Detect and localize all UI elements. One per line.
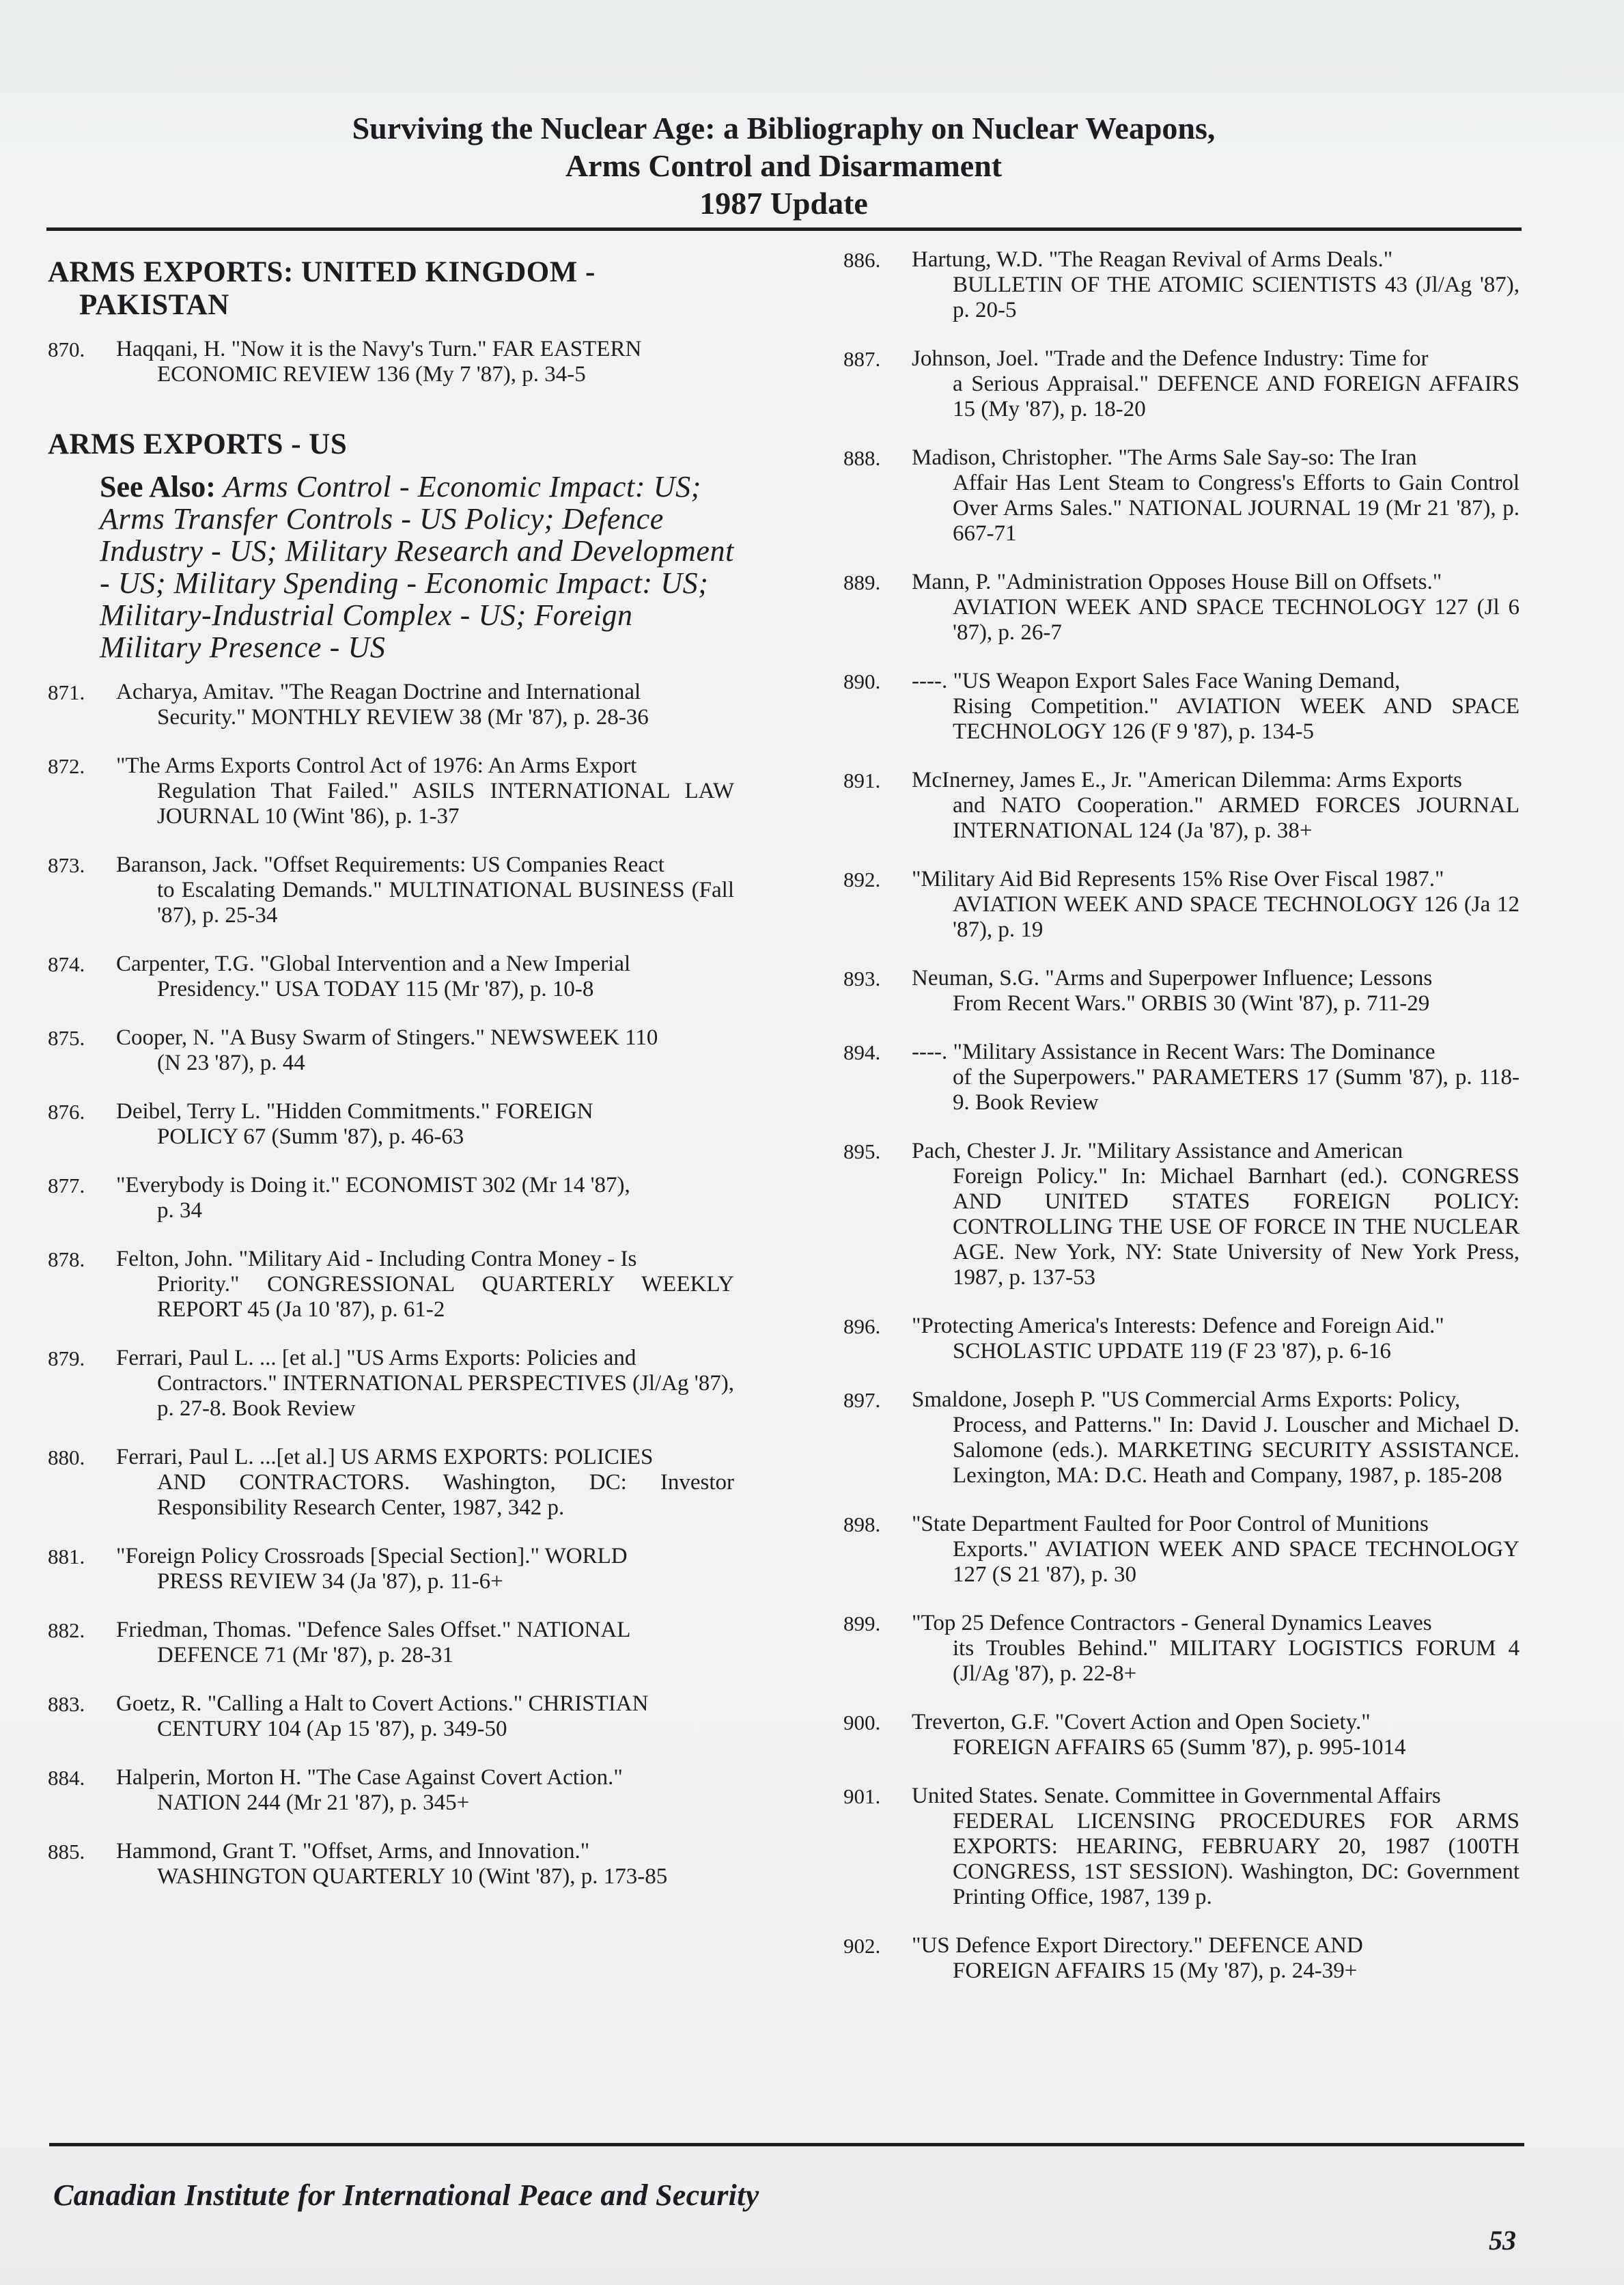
entry-number: 886. — [843, 248, 881, 272]
entry-first-line: United States. Senate. Committee in Governmental Affairs — [912, 1784, 1441, 1808]
entry-number: 874. — [48, 952, 85, 976]
bib-entry — [48, 337, 734, 387]
section-heading-line: ARMS EXPORTS: UNITED KINGDOM - — [48, 256, 596, 288]
entry-first-line: Madison, Christopher. "The Arms Sale Say-so: The Iran — [912, 445, 1417, 470]
entry-number: 892. — [843, 868, 881, 891]
header-rule — [46, 227, 1522, 231]
see-also-label: See Also: — [100, 470, 216, 503]
entry-first-line: Ferrari, Paul L. ... [et al.] "US Arms Exports: Policies and — [116, 1346, 636, 1370]
entry-continuation: SCHOLASTIC UPDATE 119 (F 23 '87), p. 6-16 — [953, 1339, 1391, 1363]
entry-text — [912, 1710, 1520, 1760]
entry-first-line: "Everybody is Doing it." ECONOMIST 302 (Mr 14 '87), — [116, 1173, 630, 1197]
entry-text — [912, 1139, 1520, 1290]
entry-text — [116, 1099, 734, 1150]
bib-entry — [48, 1025, 734, 1076]
entry-continuation: Security." MONTHLY REVIEW 38 (Mr '87), p. 28-36 — [157, 705, 649, 730]
entry-number: 897. — [843, 1388, 881, 1412]
entry-text — [912, 1040, 1520, 1116]
entry-continuation: NATION 244 (Mr 21 '87), p. 345+ — [157, 1790, 470, 1815]
entry-text — [912, 1512, 1520, 1588]
entry-first-line: ----. "US Weapon Export Sales Face Waning Demand, — [912, 669, 1401, 693]
entry-first-line: McInerney, James E., Jr. "American Dilemma: Arms Exports — [912, 768, 1462, 792]
entry-number: 883. — [48, 1692, 85, 1716]
entry-first-line: Neuman, S.G. "Arms and Superpower Influence; Lessons — [912, 966, 1433, 991]
header-title-line3: 1987 Update — [699, 186, 868, 221]
entry-continuation: and NATO Cooperation." ARMED FORCES JOURNAL INTERNATIONAL 124 (Ja '87), p. 38+ — [953, 793, 1520, 843]
entry-first-line: "Foreign Policy Crossroads [Special Section]." WORLD — [116, 1544, 628, 1568]
entry-text — [116, 680, 734, 730]
entry-text — [116, 1346, 734, 1422]
entry-number: 881. — [48, 1545, 85, 1568]
entry-continuation: FOREIGN AFFAIRS 65 (Summ '87), p. 995-1014 — [953, 1735, 1406, 1760]
bib-entry — [843, 346, 1520, 422]
bib-entry — [48, 1173, 734, 1223]
entry-text — [912, 247, 1520, 323]
entry-number: 872. — [48, 754, 85, 778]
entry-number: 901. — [843, 1784, 881, 1808]
entry-continuation: Contractors." INTERNATIONAL PERSPECTIVES (Jl/Ag '87), p. 27-8. Book Review — [157, 1371, 734, 1421]
entry-first-line: Smaldone, Joseph P. "US Commercial Arms Exports: Policy, — [912, 1387, 1461, 1412]
entry-first-line: Acharya, Amitav. "The Reagan Doctrine and International — [116, 680, 641, 704]
entry-text — [912, 1784, 1520, 1910]
entry-continuation: Regulation That Failed." ASILS INTERNATIONAL LAW JOURNAL 10 (Wint '86), p. 1-37 — [157, 779, 734, 829]
entry-first-line: "Top 25 Defence Contractors - General Dynamics Leaves — [912, 1611, 1432, 1635]
entry-first-line: Felton, John. "Military Aid - Including Contra Money - Is — [116, 1247, 637, 1271]
entry-continuation: Process, and Patterns." In: David J. Louscher and Michael D. Salomone (eds.). MARKETING SECURITY ASSISTANCE. Lexington, MA: D.C. Heath and Company, 1987, p. 185-208 — [953, 1413, 1520, 1488]
entry-continuation: Affair Has Lent Steam to Congress's Efforts to Gain Control Over Arms Sales." NATIONAL JOURNAL 19 (Mr 21 '87), p. 667-71 — [953, 471, 1520, 546]
entry-number: 875. — [48, 1026, 85, 1050]
entry-number: 870. — [48, 337, 85, 361]
entry-number: 873. — [48, 853, 85, 877]
header-title-line1: Surviving the Nuclear Age: a Bibliography on Nuclear Weapons, — [352, 111, 1216, 146]
entry-text — [912, 966, 1520, 1016]
entry-number: 895. — [843, 1139, 881, 1163]
entry-first-line: ----. "Military Assistance in Recent Wars: The Dominance — [912, 1040, 1436, 1064]
entry-number: 898. — [843, 1512, 881, 1536]
right-column — [843, 247, 1520, 2007]
entry-continuation: AVIATION WEEK AND SPACE TECHNOLOGY 126 (Ja 12 '87), p. 19 — [953, 892, 1520, 942]
entry-text — [912, 1314, 1520, 1364]
entry-continuation: AVIATION WEEK AND SPACE TECHNOLOGY 127 (Jl 6 '87), p. 26-7 — [953, 595, 1520, 645]
entry-number: 896. — [843, 1314, 881, 1338]
page-header — [48, 109, 1520, 222]
bib-entry — [48, 1691, 734, 1742]
bib-entry — [48, 1346, 734, 1422]
entry-number: 879. — [48, 1346, 85, 1370]
entry-text — [912, 867, 1520, 943]
bib-entry — [843, 1314, 1520, 1364]
entry-continuation: Priority." CONGRESSIONAL QUARTERLY WEEKLY REPORT 45 (Ja 10 '87), p. 61-2 — [157, 1272, 734, 1322]
bib-entry — [48, 1544, 734, 1594]
entry-text — [912, 768, 1520, 844]
bib-entry — [843, 768, 1520, 844]
entry-text — [912, 346, 1520, 422]
entry-text — [116, 1173, 734, 1223]
entry-first-line: Treverton, G.F. "Covert Action and Open Society." — [912, 1710, 1371, 1734]
entry-first-line: Halperin, Morton H. "The Case Against Covert Action." — [116, 1765, 623, 1790]
entry-first-line: "The Arms Exports Control Act of 1976: An Arms Export — [116, 753, 637, 778]
entry-first-line: Haqqani, H. "Now it is the Navy's Turn." FAR EASTERN — [116, 337, 642, 361]
footer-institution: Canadian Institute for International Peace and Security — [53, 2178, 759, 2212]
entry-number: 887. — [843, 347, 881, 371]
entry-first-line: Mann, P. "Administration Opposes House Bill on Offsets." — [912, 570, 1442, 594]
entry-text — [116, 1544, 734, 1594]
entry-number: 885. — [48, 1840, 85, 1864]
entry-text — [116, 1445, 734, 1521]
entry-first-line: Johnson, Joel. "Trade and the Defence Industry: Time for — [912, 346, 1429, 371]
section-heading-us: ARMS EXPORTS - US — [48, 428, 348, 460]
entry-continuation: a Serious Appraisal." DEFENCE AND FOREIGN AFFAIRS 15 (My '87), p. 18-20 — [953, 372, 1520, 421]
entry-first-line: Hartung, W.D. "The Reagan Revival of Arms Deals." — [912, 247, 1393, 272]
entry-first-line: Hammond, Grant T. "Offset, Arms, and Innovation." — [116, 1839, 590, 1864]
entry-first-line: "Protecting America's Interests: Defence and Foreign Aid." — [912, 1314, 1444, 1338]
entry-number: 899. — [843, 1611, 881, 1635]
bib-entry — [843, 1933, 1520, 1984]
entry-continuation: BULLETIN OF THE ATOMIC SCIENTISTS 43 (Jl/Ag '87), p. 20-5 — [953, 273, 1520, 322]
entry-continuation: From Recent Wars." ORBIS 30 (Wint '87), p. 711-29 — [953, 991, 1430, 1016]
entry-first-line: Baranson, Jack. "Offset Requirements: US Companies React — [116, 853, 664, 877]
entry-first-line: Pach, Chester J. Jr. "Military Assistance and American — [912, 1139, 1403, 1163]
entry-text — [116, 853, 734, 928]
entry-number: 902. — [843, 1934, 881, 1958]
entry-first-line: "US Defence Export Directory." DEFENCE AND — [912, 1933, 1363, 1958]
bib-entry — [843, 247, 1520, 323]
entry-text — [116, 337, 734, 387]
header-title-line2: Arms Control and Disarmament — [565, 148, 1003, 183]
entry-number: 884. — [48, 1766, 85, 1790]
entry-continuation: FOREIGN AFFAIRS 15 (My '87), p. 24-39+ — [953, 1958, 1358, 1983]
entry-number: 880. — [48, 1445, 85, 1469]
entry-first-line: Carpenter, T.G. "Global Intervention and a New Imperial — [116, 952, 631, 976]
entry-text — [912, 669, 1520, 745]
entry-continuation: Presidency." USA TODAY 115 (Mr '87), p. 10-8 — [157, 977, 594, 1001]
bib-entry — [843, 1611, 1520, 1687]
bib-entry — [843, 570, 1520, 646]
entry-number: 878. — [48, 1247, 85, 1271]
bib-entry — [48, 1618, 734, 1668]
entry-text — [116, 1691, 734, 1742]
entry-continuation: Rising Competition." AVIATION WEEK AND SPACE TECHNOLOGY 126 (F 9 '87), p. 134-5 — [953, 694, 1520, 744]
entry-text — [116, 1839, 734, 1889]
bib-entry — [843, 1040, 1520, 1116]
entry-first-line: Goetz, R. "Calling a Halt to Covert Actions." CHRISTIAN — [116, 1691, 649, 1716]
entry-number: 894. — [843, 1040, 881, 1064]
entry-continuation: DEFENCE 71 (Mr '87), p. 28-31 — [157, 1643, 453, 1667]
entry-text — [912, 1933, 1520, 1984]
entry-continuation: ECONOMIC REVIEW 136 (My 7 '87), p. 34-5 — [157, 362, 586, 387]
entry-first-line: Ferrari, Paul L. ...[et al.] US ARMS EXPORTS: POLICIES — [116, 1445, 654, 1469]
entry-number: 888. — [843, 446, 881, 470]
bib-entry — [48, 1445, 734, 1521]
bib-entry — [48, 1765, 734, 1816]
entry-text — [116, 1765, 734, 1816]
entry-first-line: Cooper, N. "A Busy Swarm of Stingers." NEWSWEEK 110 — [116, 1025, 658, 1050]
entry-continuation: p. 34 — [157, 1198, 202, 1223]
entry-text — [912, 1611, 1520, 1687]
entry-text — [912, 1387, 1520, 1488]
bib-entry — [843, 1139, 1520, 1290]
entry-continuation: FEDERAL LICENSING PROCEDURES FOR ARMS EXPORTS: HEARING, FEBRUARY 20, 1987 (100TH CONGRESS, 1ST SESSION). Washington, DC: Government Printing Office, 1987, 139 p. — [953, 1809, 1520, 1909]
bib-entry — [843, 1512, 1520, 1588]
entry-continuation: PRESS REVIEW 34 (Ja '87), p. 11-6+ — [157, 1569, 503, 1594]
bib-entry — [48, 1247, 734, 1322]
bib-entry — [48, 753, 734, 829]
bib-entry — [843, 1784, 1520, 1910]
section-heading-line: PAKISTAN — [79, 289, 229, 321]
bib-entry — [843, 669, 1520, 745]
entry-continuation: CENTURY 104 (Ap 15 '87), p. 349-50 — [157, 1717, 507, 1741]
entry-number: 889. — [843, 570, 881, 594]
section-heading-uk-pakistan — [48, 256, 734, 322]
entry-continuation: of the Superpowers." PARAMETERS 17 (Summ '87), p. 118-9. Book Review — [953, 1065, 1520, 1115]
entry-text — [116, 1247, 734, 1322]
entry-number: 900. — [843, 1711, 881, 1734]
entry-number: 890. — [843, 669, 881, 693]
entry-number: 882. — [48, 1618, 85, 1642]
entry-first-line: Deibel, Terry L. "Hidden Commitments." FOREIGN — [116, 1099, 593, 1124]
bib-entry — [843, 867, 1520, 943]
bib-entry — [843, 1710, 1520, 1760]
bib-entry — [48, 952, 734, 1002]
see-also-text: Arms Control - Economic Impact: US; Arms Transfer Controls - US Policy; Defence Industry - US; Military Research and Development - US; Military Spending - Economic Impact: US; Military-Industrial Complex - US; Foreign Military Presence - US — [100, 470, 734, 664]
see-also-note — [48, 471, 734, 663]
bib-entry — [48, 1839, 734, 1889]
entry-continuation: (N 23 '87), p. 44 — [157, 1051, 305, 1075]
entry-first-line: Friedman, Thomas. "Defence Sales Offset." NATIONAL — [116, 1618, 631, 1642]
bib-entry — [843, 966, 1520, 1016]
entry-first-line: "State Department Faulted for Poor Control of Munitions — [912, 1512, 1429, 1536]
left-column — [48, 256, 734, 1913]
footer-rule — [49, 2143, 1524, 2146]
bib-entry — [48, 680, 734, 730]
entry-number: 877. — [48, 1174, 85, 1197]
entry-text — [912, 570, 1520, 646]
page-number: 53 — [1489, 2225, 1516, 2256]
entry-text — [116, 1025, 734, 1076]
entry-text — [912, 445, 1520, 546]
entry-number: 893. — [843, 967, 881, 991]
entry-text — [116, 952, 734, 1002]
bib-entry — [48, 1099, 734, 1150]
entry-continuation: WASHINGTON QUARTERLY 10 (Wint '87), p. 173-85 — [157, 1864, 668, 1889]
entry-continuation: AND CONTRACTORS. Washington, DC: Investor Responsibility Research Center, 1987, 342 p. — [157, 1470, 734, 1520]
entry-text — [116, 1618, 734, 1668]
entry-continuation: POLICY 67 (Summ '87), p. 46-63 — [157, 1124, 464, 1149]
entry-number: 891. — [843, 768, 881, 792]
bib-entry — [48, 853, 734, 928]
entry-number: 876. — [48, 1100, 85, 1124]
bib-entry — [843, 445, 1520, 546]
bib-entry — [843, 1387, 1520, 1488]
entry-continuation: Foreign Policy." In: Michael Barnhart (ed.). CONGRESS AND UNITED STATES FOREIGN POLICY: CONTROLLING THE USE OF FORCE IN THE NUCLEAR AGE. New York, NY: State University of New York Press, 1987, p. 137-53 — [953, 1164, 1520, 1290]
entry-first-line: "Military Aid Bid Represents 15% Rise Over Fiscal 1987." — [912, 867, 1444, 891]
entry-number: 871. — [48, 680, 85, 704]
entry-text — [116, 753, 734, 829]
entry-continuation: its Troubles Behind." MILITARY LOGISTICS FORUM 4 (Jl/Ag '87), p. 22-8+ — [953, 1636, 1520, 1686]
entry-continuation: Exports." AVIATION WEEK AND SPACE TECHNOLOGY 127 (S 21 '87), p. 30 — [953, 1537, 1520, 1587]
entry-continuation: to Escalating Demands." MULTINATIONAL BUSINESS (Fall '87), p. 25-34 — [157, 878, 734, 928]
